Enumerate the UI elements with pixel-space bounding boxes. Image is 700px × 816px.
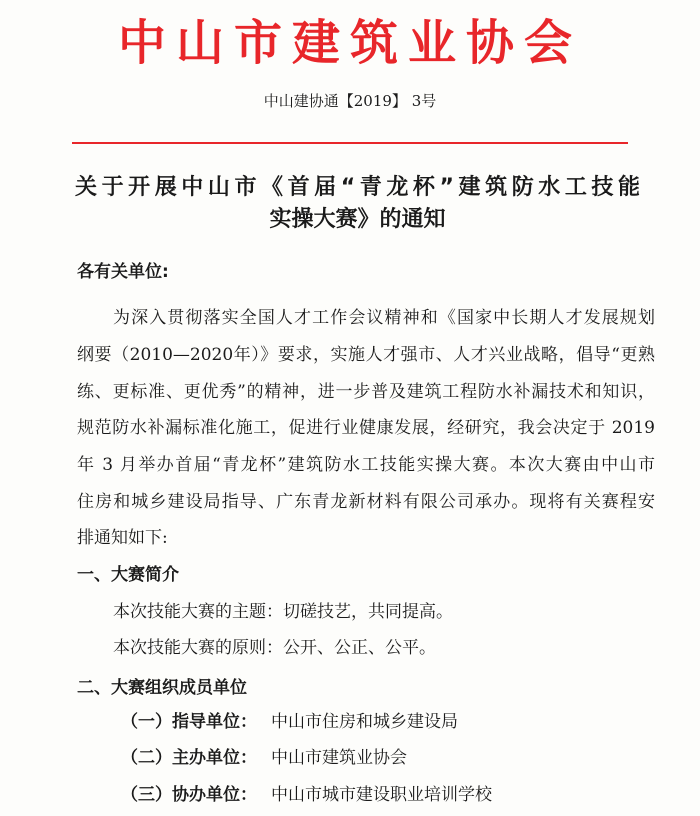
unit-label: （二）主办单位： <box>121 748 257 768</box>
intro-line: 练、更标准、更优秀”的精神，进一步普及建筑工程防水补漏技术和知识， <box>77 382 655 402</box>
unit-value: 中山市住房和城乡建设局 <box>271 712 458 732</box>
intro-line: 纲要（2010—2020年）》要求，实施人才强市、人才兴业战略，倡导“更熟 <box>77 345 655 365</box>
document-number: 中山建协通【2019】 3号 <box>263 92 437 110</box>
document-title-line1: 关于开展中山市《首届“青龙杯”建筑防水工技能 <box>75 175 640 200</box>
document-title-line2: 实操大赛》的通知 <box>269 207 446 232</box>
unit-row-guidance <box>77 710 699 734</box>
intro-line: 年 3 月举办首届“青龙杯”建筑防水工技能实操大赛。本次大赛由中山市 <box>77 455 655 475</box>
unit-value: 中山市城市建设职业培训学校 <box>271 785 492 805</box>
section2-heading: 二、大赛组织成员单位 <box>77 678 247 698</box>
letterhead-divider <box>72 142 628 144</box>
unit-label: （一）指导单位： <box>121 712 257 732</box>
section1-theme: 本次技能大赛的主题：切磋技艺，共同提高。 <box>113 602 453 622</box>
intro-line: 住房和城乡建设局指导、广东青龙新材料有限公司承办。现将有关赛程安 <box>77 492 655 512</box>
unit-label: （三）协办单位： <box>121 785 257 805</box>
intro-line: 为深入贯彻落实全国人才工作会议精神和《国家中长期人才发展规划 <box>113 308 655 328</box>
salutation: 各有关单位: <box>77 262 169 282</box>
section1-heading: 一、大赛简介 <box>77 565 179 585</box>
unit-row-host <box>77 746 699 770</box>
unit-row-co-organizer <box>77 783 699 807</box>
unit-value: 中山市建筑业协会 <box>271 748 407 768</box>
intro-line: 规范防水补漏标准化施工，促进行业健康发展，经研究，我会决定于 2019 <box>77 418 655 438</box>
intro-line: 排通知如下: <box>77 528 168 548</box>
section1-principle: 本次技能大赛的原则：公开、公正、公平。 <box>113 638 436 658</box>
organization-letterhead: 中山市建筑业协会 <box>117 15 582 71</box>
